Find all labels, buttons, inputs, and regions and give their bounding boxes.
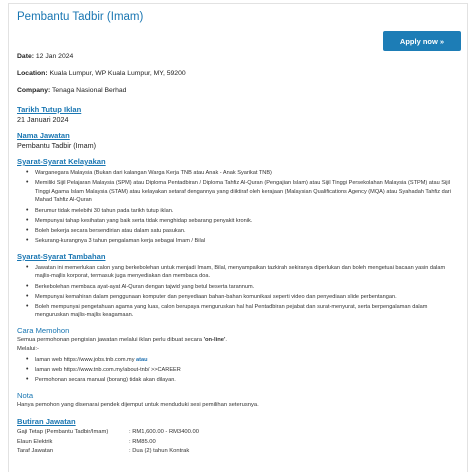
list-item (35, 366, 459, 375)
detail-value: : RM85.00 (129, 438, 156, 445)
apply-method-intro-bold: 'on-line' (203, 337, 226, 344)
list-item: • Memiliki Sijil Pelajaran Malaysia (SPM) atau Diploma Pentadbiran / Diploma Tahfiz Al-Quran (Pengajian Islam) atau Sijil Tinggi Persekolahan Malaysia (STPM) atau Sijil Tinggi Agama Islam Malaysia (STAM) atau kelayakan setaraf dengannya yang diiktiraf oleh kerajaan (Malaysian Qualifications Agency (MQA) atau Syahadah Tahfiz dari Mahad Tahfiz Al-Quran (35, 179, 459, 205)
position-name-value: Pembantu Tadbir (Imam) (17, 141, 96, 150)
detail-key: Taraf Jawatan (17, 448, 54, 455)
list-item: • Jawatan ini memerlukan calon yang berkebolehan untuk menjadi Imam, Bilal, menyampaikan tazkirah sekiranya diperlukan dan boleh mengetuai bacaan yasin dalam majlis-majlis korporat, termasuk juga menyediakan dan membaca doa. (35, 264, 459, 281)
table-row (17, 438, 459, 448)
company-value: Tenaga Nasional Berhad (52, 87, 127, 94)
company-row (17, 86, 459, 95)
list-item: • Warganegara Malaysia (Bukan dari kalangan Warga Kerja TNB atau Anak - Anak Syarikat TNB) (35, 169, 459, 178)
apply-method-intro-suffix: . (225, 337, 227, 344)
apply-method-manual-note: Permohonan secara manual (borang) tidak akan dilayan. (35, 377, 176, 384)
list-item: • Mempunyai tahap kesihatan yang baik serta tidak menghidap sebarang penyakit kronik. (35, 217, 459, 226)
job-content (17, 50, 459, 457)
note-title: Nota (17, 391, 34, 401)
closing-date-value: 21 Januari 2024 (17, 115, 69, 124)
table-row (17, 428, 459, 438)
list-item: • Berumur tidak melebihi 30 tahun pada tarikh tutup iklan. (35, 207, 459, 216)
job-meta (17, 52, 459, 95)
closing-date-title: Tarikh Tutup Iklan (17, 105, 82, 114)
apply-method-item-suffix: atau (134, 357, 148, 364)
note-text: Hanya pemohon yang disenarai pendek dijemput untuk menduduki sesi pemilihan seterusnya. (17, 402, 259, 409)
apply-method-title: Cara Memohon (17, 326, 70, 336)
list-item: • Boleh mempunyai pengetahuan agama yang luas, calon berupaya menguruskan hal hal Pentadbiran pejabat dan surat-menyurat, serta berpengalaman dalam menguruskan majlis-majlis keagamaan. (35, 303, 459, 320)
detail-key: Elaun Elektrik (17, 438, 53, 445)
apply-method-item-prefix: laman web (35, 367, 64, 374)
apply-method-intro (17, 336, 459, 345)
requirements-title: Syarat-Syarat Kelayakan (17, 157, 106, 166)
list-item: • Mempunyai kemahiran dalam penggunaan komputer dan penyediaan bahan-bahan komunikasi seperti video dan penyediaan slide perbentangan. (35, 293, 459, 302)
company-label: Company: (17, 87, 51, 94)
apply-method-intro-prefix: Semua permohonan pengisian jawatan melalui iklan perlu dibuat secara (17, 337, 204, 344)
date-row (17, 52, 459, 61)
job-posting-card (8, 3, 468, 472)
apply-method-list (17, 356, 459, 385)
position-details-table (17, 428, 459, 457)
career-site-link[interactable]: https://www.tnb.com.my/about-tnb/ (63, 367, 150, 374)
location-value: Kuala Lumpur, WP Kuala Lumpur, MY, 59200 (49, 70, 186, 77)
apply-method-item-prefix: laman web (35, 357, 64, 364)
list-item: • Boleh bekerja secara bersendirian atau dalam satu pasukan. (35, 227, 459, 236)
detail-value: : Dua (2) tahun Kontrak (129, 448, 190, 455)
page-title: Pembantu Tadbir (Imam) (17, 11, 144, 23)
detail-key: Gaji Tetap (Pembantu Tadbir/Imam) (17, 429, 109, 436)
location-label: Location: (17, 70, 48, 77)
position-details-title: Butiran Jawatan (17, 417, 76, 427)
detail-value: : RM1,600.00 - RM3400.00 (129, 429, 199, 436)
apply-now-button[interactable]: Apply now » (383, 31, 461, 51)
additional-requirements-list (17, 264, 459, 320)
date-label: Date: (17, 53, 34, 60)
position-name-title: Nama Jawatan (17, 131, 70, 140)
date-value: 12 Jan 2024 (35, 53, 74, 60)
list-item (35, 376, 459, 385)
apply-method-item-suffix: >>CAREER (149, 367, 181, 374)
list-item: • Sekurang-kurangnya 3 tahun pengalaman kerja sebagai Imam / Bilal (35, 237, 459, 246)
table-row (17, 447, 459, 457)
list-item: • Berkebolehan membaca ayat-ayat Al-Quran dengan tajwid yang betul beserta tarannum. (35, 283, 459, 292)
list-item (35, 356, 459, 365)
apply-method-via: Melalui:- (17, 346, 39, 353)
location-row (17, 69, 459, 78)
additional-requirements-title: Syarat-Syarat Tambahan (17, 251, 106, 261)
requirements-list (17, 169, 459, 246)
jobs-site-link[interactable]: https://www.jobs.tnb.com.my (63, 357, 135, 364)
